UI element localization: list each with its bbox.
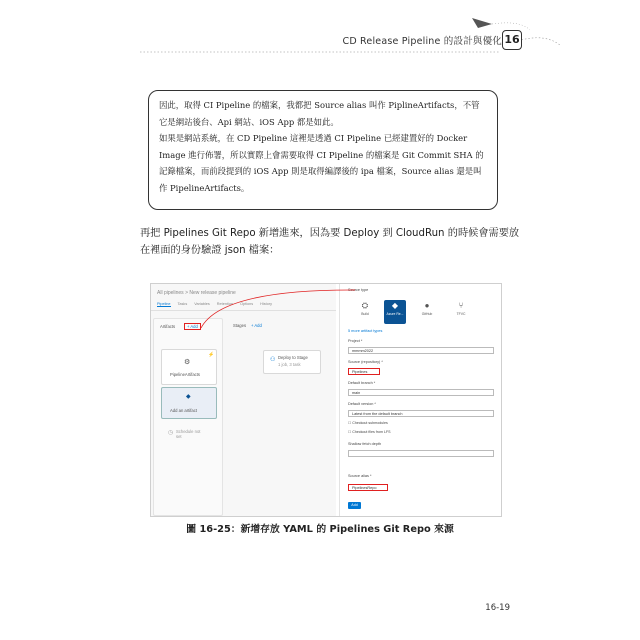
- body-paragraph: 再把 Pipelines Git Repo 新增進來，因為要 Deploy 到 CloudRun 的時候會需要放在裡面的身份驗證 json 檔案：: [140, 228, 520, 256]
- version-label: Default version *: [348, 402, 376, 406]
- branch-label: Default branch *: [348, 381, 376, 385]
- shallow-label: Shallow fetch depth: [348, 442, 382, 446]
- branch-select[interactable]: main: [348, 389, 494, 396]
- tab-history[interactable]: History: [260, 302, 272, 306]
- header-decoration: [0, 0, 640, 60]
- checkout-submodules-checkbox[interactable]: ☐ Checkout submodules: [348, 421, 388, 425]
- source-tfvc[interactable]: ⑂ TFVC: [450, 300, 472, 324]
- tab-tasks[interactable]: Tasks: [177, 302, 188, 306]
- figure-caption: 圖 16-25：新增存放 YAML 的 Pipelines Git Repo 來源: [186, 524, 454, 535]
- source-github[interactable]: ● GitHub: [416, 300, 438, 324]
- source-build[interactable]: ⛭ Build: [354, 300, 376, 324]
- repo-icon: ◆: [186, 394, 191, 400]
- build-icon: ⛭: [361, 301, 369, 310]
- source-azure-repos[interactable]: ◆ Azure Re...: [384, 300, 406, 324]
- stages-label: Stages: [233, 323, 247, 328]
- artifact-name: PipelineArtifacts: [170, 372, 201, 377]
- add-artifact-label: Add an artifact: [170, 408, 198, 413]
- source-type-label: Source type: [348, 288, 369, 292]
- tab-retention[interactable]: Retention: [216, 302, 234, 306]
- checkout-lfs-checkbox[interactable]: ☐ Checkout files from LFS: [348, 430, 391, 434]
- repo-select[interactable]: Pipelines: [348, 368, 380, 375]
- chapter-number: 16: [502, 30, 522, 50]
- paper-plane-icon: [472, 18, 492, 28]
- chapter-title: CD Release Pipeline 的設計與優化: [342, 36, 502, 47]
- tab-variables[interactable]: Variables: [194, 302, 210, 306]
- stages-add-button[interactable]: + Add: [251, 323, 262, 328]
- tab-pipeline[interactable]: Pipeline: [157, 302, 171, 306]
- figure-screenshot: [150, 283, 502, 517]
- tfvc-icon: ⑂: [458, 301, 464, 310]
- repo-label: Source (repository) *: [348, 360, 383, 364]
- version-select[interactable]: Latest from the default branch: [348, 410, 494, 417]
- github-icon: ●: [424, 301, 430, 310]
- people-icon: ⚇: [270, 357, 276, 363]
- stage-sub: 1 job, 3 task: [278, 362, 301, 367]
- schedule-label: Schedule not set: [176, 429, 201, 439]
- schedule-icon: ◷: [168, 430, 174, 436]
- project-label: Project *: [348, 339, 363, 343]
- build-icon: ⚙: [184, 359, 191, 366]
- add-button[interactable]: Add: [348, 502, 361, 509]
- alias-input[interactable]: PipelinesRepo: [348, 484, 388, 491]
- trigger-icon[interactable]: ⚡: [208, 352, 215, 358]
- tab-options[interactable]: Options: [240, 302, 254, 306]
- artifacts-add-button[interactable]: + Add: [184, 323, 201, 330]
- alias-label: Source alias *: [348, 474, 372, 478]
- azure-repos-icon: ◆: [391, 301, 399, 310]
- project-select[interactable]: mmmm2022: [348, 347, 494, 354]
- note-box: [148, 90, 498, 210]
- highlight-arrow: [151, 284, 501, 516]
- page-number: 16-19: [485, 603, 510, 613]
- more-types-link[interactable]: 5 more artifact types: [348, 329, 383, 333]
- note-paragraph-2: 如果是網站系統，在 CD Pipeline 這裡是透過 CI Pipeline 已經建置好的 Docker Image 進行佈署，所以實際上會需要取得 CI Pipeline 的檔案是 Git Commit SHA 的記錄檔案，而前段提到的 iOS App 則是取得編譯後的 ipa 檔案，Source alias 還是叫作 PipelineArtifacts。: [159, 133, 484, 193]
- stage-name: Deploy to Stage: [278, 355, 308, 360]
- artifacts-label: Artifacts: [160, 324, 176, 329]
- breadcrumb: All pipelines > New release pipeline: [157, 290, 236, 296]
- note-paragraph-1: 因此，取得 CI Pipeline 的檔案，我都把 Source alias 叫作 PiplineArtifacts，不管它是網站後台、Api 網站、iOS App 都是如此。: [159, 100, 480, 127]
